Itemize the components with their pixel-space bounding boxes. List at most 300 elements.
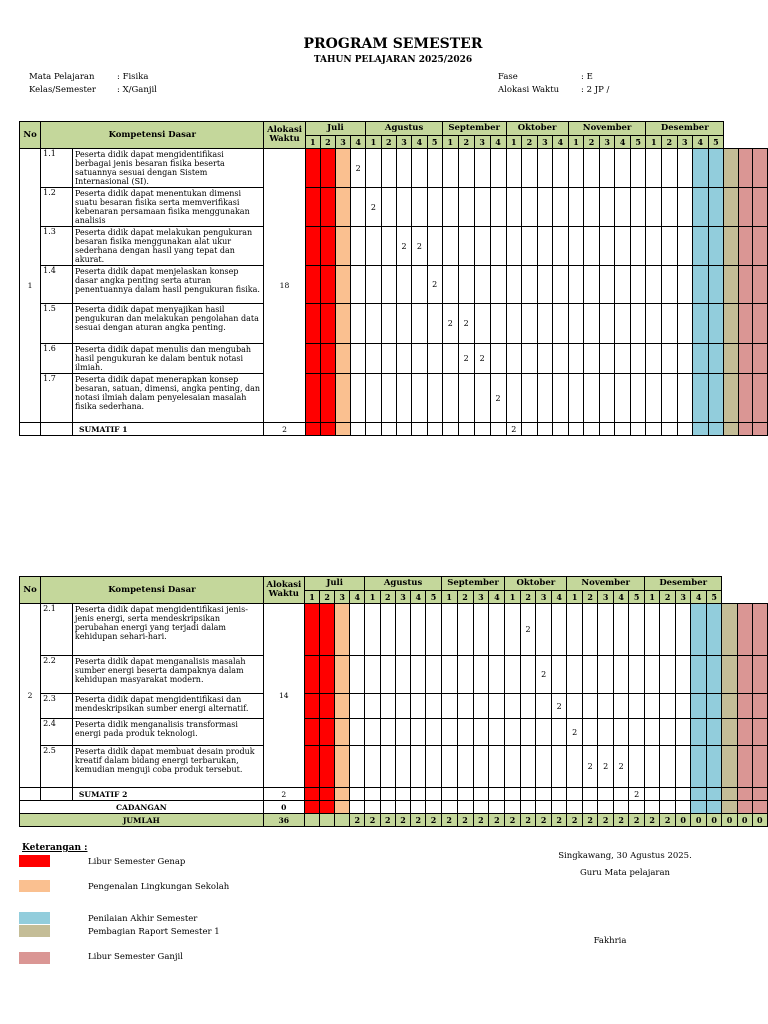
- week-cell: [412, 149, 427, 188]
- week-cell: [613, 788, 629, 801]
- week-cell: [706, 801, 722, 814]
- week-cell: [426, 719, 441, 746]
- week-cell: [350, 656, 365, 694]
- signature-place-date: Singkawang, 30 Agustus 2025.: [558, 851, 692, 861]
- header-alokasi-line-1: Alokasi: [266, 580, 302, 590]
- week-cell: [615, 188, 631, 227]
- week-cell: [724, 188, 739, 227]
- week-cell: [582, 656, 598, 694]
- week-cell: [568, 423, 584, 436]
- week-cell: [427, 227, 442, 266]
- week-cell: [365, 788, 380, 801]
- semester-table-1: [19, 121, 768, 436]
- week-cell: [427, 374, 442, 423]
- week-cell: [412, 266, 427, 304]
- week-cell: 2: [366, 188, 381, 227]
- week-cell: [395, 801, 410, 814]
- week-cell: [395, 694, 410, 719]
- week-cell: [365, 604, 380, 656]
- week-cell: [599, 266, 615, 304]
- week-cell: [412, 374, 427, 423]
- header-week: 3: [536, 591, 552, 604]
- header-week: 2: [520, 591, 536, 604]
- week-cell: [427, 149, 442, 188]
- week-cell: [630, 423, 646, 436]
- week-cell: [599, 227, 615, 266]
- week-cell: [305, 149, 320, 188]
- week-cell: [411, 719, 426, 746]
- row-group-no: 1: [20, 149, 41, 423]
- week-cell: [567, 656, 583, 694]
- jumlah-week-cell: [335, 814, 350, 827]
- week-cell: [396, 344, 411, 374]
- kd-number: 2.5: [41, 746, 73, 788]
- week-cell: [305, 423, 320, 436]
- jumlah-week-cell: 2: [489, 814, 505, 827]
- kd-description: Peserta didik dapat menulis dan mengubah hasil pengukuran ke dalam bentuk notasi ilmiah.: [72, 344, 263, 374]
- week-cell: [662, 188, 678, 227]
- week-cell: [646, 304, 662, 344]
- week-cell: [335, 374, 350, 423]
- week-cell: [738, 149, 753, 188]
- header-week: 2: [584, 136, 600, 149]
- week-cell: [320, 694, 335, 719]
- week-cell: [598, 604, 614, 656]
- header-week: 1: [365, 591, 380, 604]
- week-cell: [584, 188, 600, 227]
- kd-description: Peserta didik menganalisis transformasi energi pada produk teknologi.: [72, 719, 263, 746]
- kd-row: [20, 719, 768, 746]
- week-cell: [737, 694, 752, 719]
- week-cell: [737, 746, 752, 788]
- week-cell: [335, 801, 350, 814]
- week-cell: [677, 423, 693, 436]
- week-cell: [752, 788, 767, 801]
- header-month-oktober: Oktober: [505, 577, 567, 591]
- week-cell: [599, 304, 615, 344]
- jumlah-week-cell: 2: [365, 814, 380, 827]
- week-cell: [395, 788, 410, 801]
- week-cell: [722, 801, 737, 814]
- week-cell: [305, 344, 320, 374]
- kd-row: [20, 656, 768, 694]
- week-cell: [584, 304, 600, 344]
- week-cell: [753, 266, 768, 304]
- header-month-september: September: [442, 122, 506, 136]
- week-cell: [753, 304, 768, 344]
- week-cell: [304, 788, 319, 801]
- legend-label-pls: Pengenalan Lingkungan Sekolah: [88, 882, 230, 892]
- week-cell: [738, 227, 753, 266]
- meta-mapel-label: Mata Pelajaran: [29, 72, 95, 82]
- week-cell: [724, 266, 739, 304]
- week-cell: [598, 719, 614, 746]
- week-cell: [489, 719, 505, 746]
- sumatif-alokasi: 2: [263, 788, 304, 801]
- header-week: 4: [615, 136, 631, 149]
- week-cell: [613, 801, 629, 814]
- week-cell: [351, 304, 366, 344]
- week-cell: [568, 304, 584, 344]
- week-cell: [441, 788, 457, 801]
- header-alokasi-line-1: Alokasi: [267, 125, 302, 135]
- kd-description: Peserta didik dapat menyajikan hasil pengukuran dan melakukan pengolahan data sesuai dengan aturan angka penting.: [72, 304, 263, 344]
- week-cell: [412, 344, 427, 374]
- header-week: 4: [411, 591, 426, 604]
- week-cell: 2: [458, 304, 474, 344]
- week-cell: [753, 149, 768, 188]
- week-cell: [677, 304, 693, 344]
- week-cell: [536, 801, 552, 814]
- week-cell: [693, 423, 709, 436]
- week-cell: [473, 788, 489, 801]
- week-cell: [396, 374, 411, 423]
- kd-description: Peserta didik dapat melakukan pengukuran besaran fisika menggunakan alat ukur sederhana dengan hasil yang tepat dan akurat.: [72, 227, 263, 266]
- kd-description: Peserta didik dapat mengidentifikasi berbagai jenis besaran fisika beserta satuannya sesuai dengan Sistem Internasional (SI).: [72, 149, 263, 188]
- week-cell: [615, 149, 631, 188]
- week-cell: [615, 374, 631, 423]
- week-cell: [752, 656, 767, 694]
- header-month-desember: Desember: [646, 122, 724, 136]
- week-cell: [644, 719, 660, 746]
- week-cell: [677, 188, 693, 227]
- week-cell: [365, 694, 380, 719]
- week-cell: [722, 656, 737, 694]
- week-cell: [489, 746, 505, 788]
- kd-row: [20, 266, 768, 304]
- week-cell: [506, 304, 522, 344]
- week-cell: 2: [351, 149, 366, 188]
- week-cell: [537, 344, 553, 374]
- week-cell: [553, 149, 569, 188]
- header-week: 2: [320, 591, 335, 604]
- header-week: 1: [568, 136, 584, 149]
- week-cell: [395, 656, 410, 694]
- header-week: 3: [473, 591, 489, 604]
- week-cell: [553, 374, 569, 423]
- week-cell: [706, 656, 722, 694]
- sumatif-row: [20, 788, 768, 801]
- week-cell: 2: [598, 746, 614, 788]
- week-cell: [629, 801, 645, 814]
- week-cell: [520, 694, 536, 719]
- jumlah-week-cell: [320, 814, 335, 827]
- week-cell: [473, 719, 489, 746]
- header-week: 2: [457, 591, 473, 604]
- week-cell: [613, 694, 629, 719]
- cadangan-row: [20, 801, 768, 814]
- header-week: 1: [442, 136, 458, 149]
- week-cell: [536, 746, 552, 788]
- week-cell: [490, 344, 506, 374]
- week-cell: [553, 344, 569, 374]
- week-cell: [474, 423, 490, 436]
- week-cell: [537, 374, 553, 423]
- week-cell: [536, 788, 552, 801]
- week-cell: [427, 344, 442, 374]
- header-week: 1: [646, 136, 662, 149]
- header-no: No: [20, 122, 41, 149]
- week-cell: [457, 656, 473, 694]
- week-cell: [489, 694, 505, 719]
- week-cell: [474, 188, 490, 227]
- week-cell: [630, 227, 646, 266]
- week-cell: [615, 266, 631, 304]
- week-cell: [567, 746, 583, 788]
- week-cell: [506, 188, 522, 227]
- week-cell: [598, 656, 614, 694]
- jumlah-week-cell: 2: [457, 814, 473, 827]
- header-alokasi-line-2: Waktu: [268, 589, 299, 599]
- header-week: 3: [474, 136, 490, 149]
- week-cell: [629, 604, 645, 656]
- week-cell: [584, 149, 600, 188]
- week-cell: [675, 604, 691, 656]
- week-cell: [426, 746, 441, 788]
- header-week: 2: [458, 136, 474, 149]
- week-cell: [520, 656, 536, 694]
- week-cell: [412, 423, 427, 436]
- header-week: 3: [395, 591, 410, 604]
- week-cell: [662, 344, 678, 374]
- week-cell: [396, 266, 411, 304]
- week-cell: [335, 423, 350, 436]
- header-week: 4: [490, 136, 506, 149]
- kd-row: [20, 304, 768, 344]
- week-cell: [381, 304, 396, 344]
- week-cell: [381, 227, 396, 266]
- week-cell: [365, 746, 380, 788]
- week-cell: [677, 344, 693, 374]
- legend-label-pas: Penilaian Akhir Semester: [88, 914, 198, 924]
- meta-kelas-value: : X/Ganjil: [117, 85, 157, 95]
- signature-name: Fakhria: [593, 936, 627, 946]
- week-cell: [335, 604, 350, 656]
- week-cell: [351, 266, 366, 304]
- week-cell: [426, 656, 441, 694]
- legend-label-raport: Pembagian Raport Semester 1: [88, 927, 220, 937]
- week-cell: [737, 801, 752, 814]
- week-cell: [722, 719, 737, 746]
- meta-alokasi-label: Alokasi Waktu: [498, 85, 560, 95]
- header-week: 4: [489, 591, 505, 604]
- week-cell: [350, 604, 365, 656]
- week-cell: [505, 656, 521, 694]
- week-cell: 2: [490, 374, 506, 423]
- week-cell: [522, 374, 538, 423]
- week-cell: [724, 149, 739, 188]
- week-cell: [427, 423, 442, 436]
- header-month-november: November: [568, 122, 646, 136]
- header-week: 2: [582, 591, 598, 604]
- kd-number: 2.4: [41, 719, 73, 746]
- week-cell: [598, 788, 614, 801]
- week-cell: [442, 266, 458, 304]
- sumatif-label: SUMATIF 2: [72, 788, 263, 801]
- week-cell: [442, 374, 458, 423]
- week-cell: [320, 423, 335, 436]
- week-cell: [489, 656, 505, 694]
- week-cell: [366, 149, 381, 188]
- week-cell: [320, 746, 335, 788]
- header-week: 4: [613, 591, 629, 604]
- legend-swatch-raport: [19, 925, 50, 937]
- week-cell: [660, 801, 676, 814]
- jumlah-week-cell: 2: [551, 814, 567, 827]
- week-cell: [753, 188, 768, 227]
- week-cell: [351, 188, 366, 227]
- week-cell: [489, 788, 505, 801]
- header-week: 5: [708, 136, 724, 149]
- week-cell: [304, 719, 319, 746]
- week-cell: [411, 746, 426, 788]
- jumlah-value: 36: [263, 814, 304, 827]
- week-cell: [505, 788, 521, 801]
- week-cell: [753, 227, 768, 266]
- kd-number: 2.2: [41, 656, 73, 694]
- jumlah-week-cell: 2: [629, 814, 645, 827]
- week-cell: [474, 227, 490, 266]
- week-cell: [505, 746, 521, 788]
- week-cell: [738, 374, 753, 423]
- week-cell: [457, 746, 473, 788]
- week-cell: 2: [396, 227, 411, 266]
- kd-number: 2.1: [41, 604, 73, 656]
- week-cell: 2: [629, 788, 645, 801]
- week-cell: [457, 694, 473, 719]
- week-cell: [441, 719, 457, 746]
- week-cell: [381, 266, 396, 304]
- week-cell: [474, 374, 490, 423]
- header-week: 4: [553, 136, 569, 149]
- header-week: 4: [412, 136, 427, 149]
- week-cell: [366, 304, 381, 344]
- week-cell: [380, 656, 395, 694]
- week-cell: [396, 188, 411, 227]
- week-cell: [350, 694, 365, 719]
- week-cell: [598, 801, 614, 814]
- week-cell: [582, 788, 598, 801]
- week-cell: [474, 266, 490, 304]
- week-cell: [737, 656, 752, 694]
- week-cell: [706, 746, 722, 788]
- week-cell: [629, 656, 645, 694]
- week-cell: [351, 227, 366, 266]
- week-cell: [411, 801, 426, 814]
- header-week: 3: [675, 591, 691, 604]
- jumlah-week-cell: [304, 814, 319, 827]
- week-cell: [350, 746, 365, 788]
- week-cell: [691, 746, 707, 788]
- week-cell: [738, 304, 753, 344]
- week-cell: [646, 344, 662, 374]
- sumatif-alokasi: 2: [264, 423, 305, 436]
- week-cell: [380, 604, 395, 656]
- week-cell: [691, 719, 707, 746]
- week-cell: [381, 423, 396, 436]
- week-cell: [660, 604, 676, 656]
- week-cell: [738, 344, 753, 374]
- legend-swatch-libur-genap: [19, 855, 50, 867]
- week-cell: [442, 344, 458, 374]
- kd-description: Peserta didik dapat membuat desain produk kreatif dalam bidang energi terbarukan, kemudian menguji coba produk tersebut.: [72, 746, 263, 788]
- week-cell: [505, 604, 521, 656]
- week-cell: [660, 788, 676, 801]
- week-cell: [677, 266, 693, 304]
- week-cell: [615, 304, 631, 344]
- week-cell: [724, 227, 739, 266]
- week-cell: [474, 149, 490, 188]
- week-cell: [708, 423, 724, 436]
- header-week: 1: [567, 591, 583, 604]
- week-cell: [305, 266, 320, 304]
- header-month-juli: Juli: [305, 122, 366, 136]
- week-cell: [442, 188, 458, 227]
- week-cell: [350, 801, 365, 814]
- week-cell: [381, 149, 396, 188]
- week-cell: [613, 719, 629, 746]
- week-cell: 2: [536, 656, 552, 694]
- week-cell: [335, 188, 350, 227]
- week-cell: [738, 266, 753, 304]
- week-cell: [411, 656, 426, 694]
- week-cell: [320, 801, 335, 814]
- week-cell: [335, 694, 350, 719]
- kd-row: [20, 694, 768, 719]
- semester-table-2: [19, 576, 768, 827]
- week-cell: [693, 266, 709, 304]
- kd-number: 1.4: [41, 266, 73, 304]
- legend-swatch-pas: [19, 912, 50, 924]
- week-cell: [753, 423, 768, 436]
- week-cell: [380, 719, 395, 746]
- alokasi-total: 14: [263, 604, 304, 788]
- week-cell: [473, 694, 489, 719]
- kd-row: [20, 746, 768, 788]
- week-cell: [506, 149, 522, 188]
- week-cell: [520, 788, 536, 801]
- week-cell: [693, 374, 709, 423]
- week-cell: [506, 266, 522, 304]
- week-cell: [381, 374, 396, 423]
- week-cell: [537, 188, 553, 227]
- week-cell: [693, 304, 709, 344]
- week-cell: [536, 604, 552, 656]
- week-cell: [442, 423, 458, 436]
- header-month-desember: Desember: [644, 577, 722, 591]
- kd-description: Peserta didik dapat mengidentifikasi dan mendeskripsikan sumber energi alternatif.: [72, 694, 263, 719]
- week-cell: [351, 374, 366, 423]
- week-cell: [305, 304, 320, 344]
- week-cell: [630, 304, 646, 344]
- alokasi-total: 18: [264, 149, 305, 423]
- week-cell: [551, 719, 567, 746]
- week-cell: [644, 604, 660, 656]
- header-week: 1: [305, 136, 320, 149]
- week-cell: [320, 604, 335, 656]
- header-week: 4: [551, 591, 567, 604]
- kd-description: Peserta didik dapat menganalisis masalah sumber energi beserta dampaknya dalam kehidupan masyarakat modern.: [72, 656, 263, 694]
- header-week: 3: [599, 136, 615, 149]
- week-cell: [320, 719, 335, 746]
- header-week: 1: [366, 136, 381, 149]
- header-week: 5: [629, 591, 645, 604]
- week-cell: 2: [442, 304, 458, 344]
- week-cell: [629, 694, 645, 719]
- week-cell: [551, 656, 567, 694]
- week-cell: [490, 304, 506, 344]
- week-cell: [320, 788, 335, 801]
